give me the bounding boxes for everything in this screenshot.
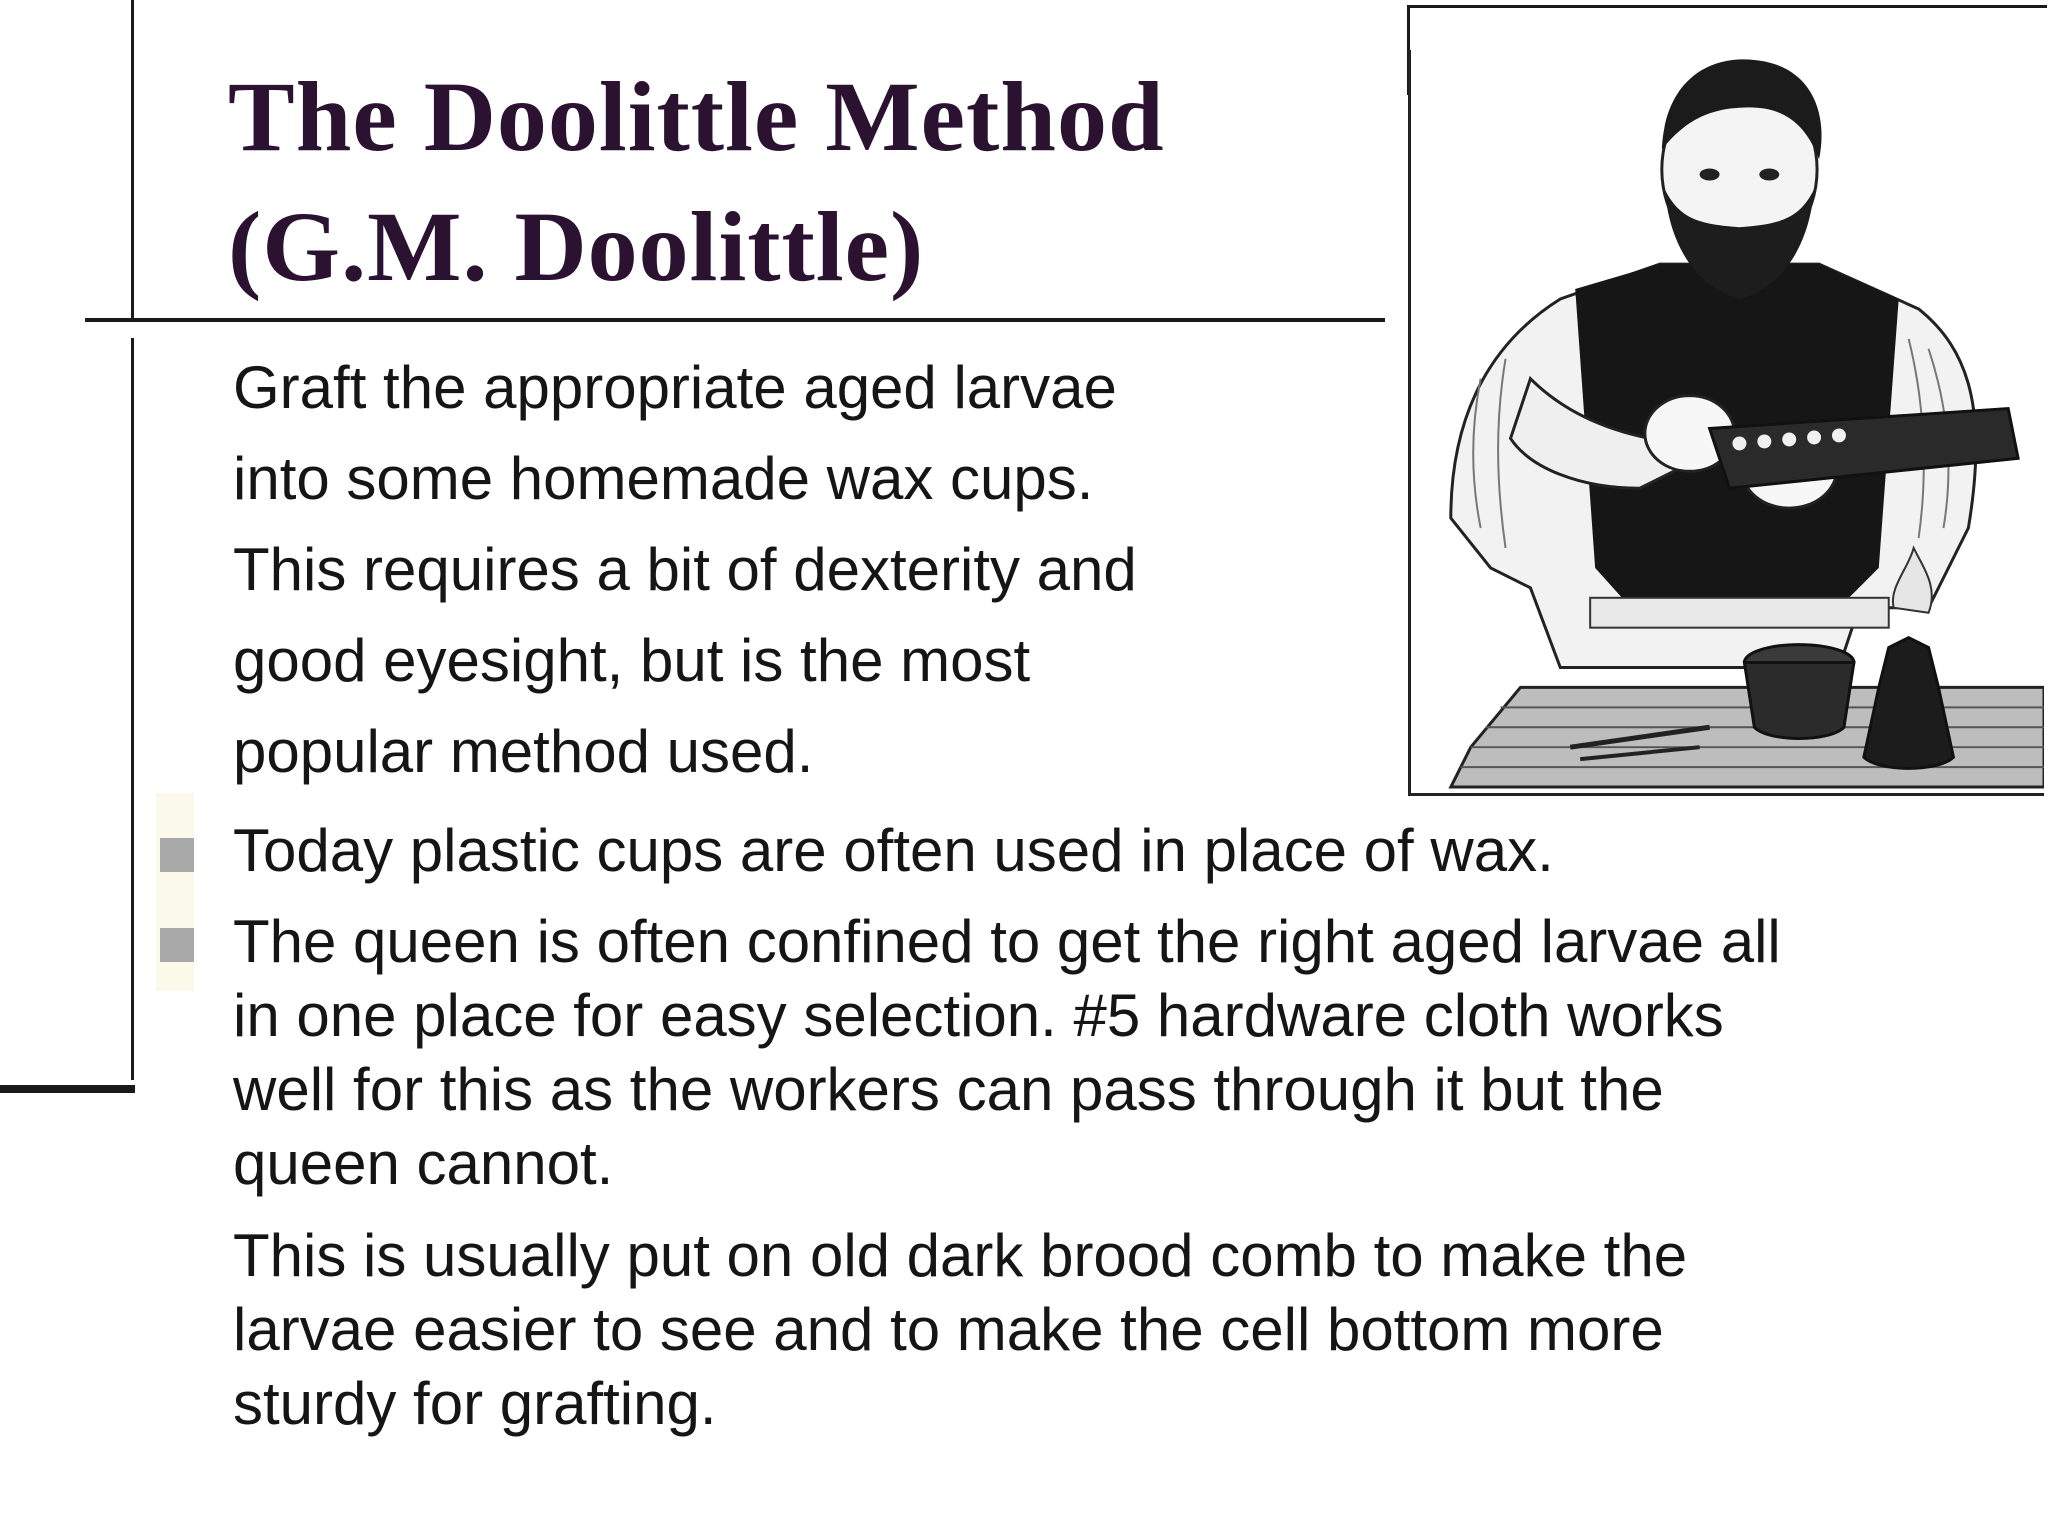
intro-line: This requires a bit of dexterity and [233, 536, 1137, 603]
image-frame-top-rule [1407, 5, 2047, 8]
bullet-square-icon [160, 928, 194, 962]
bullet-line: in one place for easy selection. #5 hardware cloth works [233, 982, 1724, 1049]
closing-paragraph [233, 1219, 2023, 1441]
title-line-1: The Doolittle Method [228, 61, 1165, 172]
title-line-2: (G.M. Doolittle) [228, 191, 925, 302]
intro-line: good eyesight, but is the most [233, 627, 1031, 694]
bullet-square-icon [160, 838, 194, 872]
bullet-line: Today plastic cups are often used in place of wax. [233, 817, 1554, 884]
bullet-line: well for this as the workers can pass through it but the [233, 1056, 1664, 1123]
engraving-illustration [1408, 50, 2044, 796]
intro-line: Graft the appropriate aged larvae [233, 354, 1117, 421]
left-vertical-rule-top [131, 0, 134, 318]
title-underline-rule [85, 318, 1385, 322]
closing-line: larvae easier to see and to make the cell bottom more [233, 1296, 1664, 1363]
intro-line: popular method used. [233, 718, 814, 785]
intro-line: into some homemade wax cups. [233, 445, 1094, 512]
left-vertical-rule-bottom [131, 338, 134, 1080]
beekeeper-grafting-image [1411, 50, 2044, 793]
bullet-line: queen cannot. [233, 1130, 614, 1197]
closing-line: This is usually put on old dark brood comb to make the [233, 1222, 1688, 1289]
page-title [228, 52, 1165, 312]
intro-paragraph [233, 342, 1137, 797]
bullet-item [233, 814, 2023, 888]
bullet-item [233, 905, 2023, 1201]
left-bottom-accent-rule [0, 1085, 135, 1093]
bullet-line: The queen is often confined to get the right aged larvae all [233, 908, 1781, 975]
closing-line: sturdy for grafting. [233, 1370, 717, 1437]
